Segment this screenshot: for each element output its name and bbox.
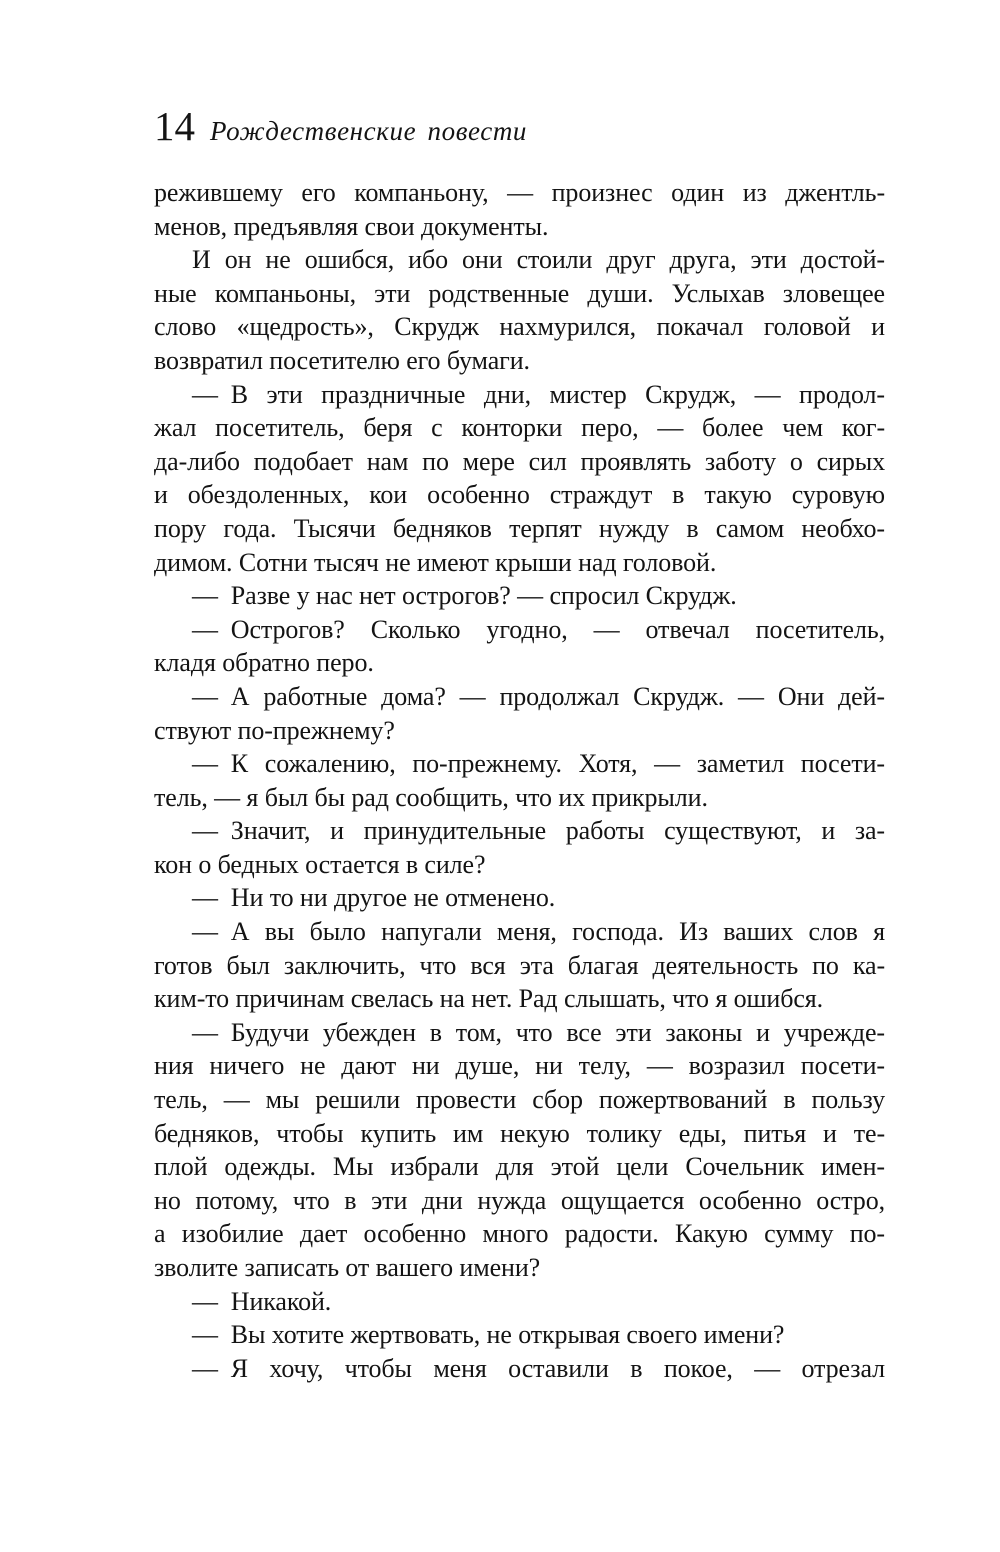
- text-line: — Острогов? Сколько угодно, — отвечал посетитель,: [192, 614, 885, 644]
- text-line: — А работные дома? — продолжал Скрудж. — Они дей-: [192, 681, 885, 711]
- text-line: да-либо подобает нам по мере сил проявлять заботу о сирых: [154, 446, 885, 476]
- text-line: слово «щедрость», Скрудж нахмурился, покачал головой и: [154, 312, 885, 342]
- text-line: пору года. Тысячи бедняков терпят нужду в самом необхо-: [154, 513, 885, 543]
- text-line: И он не ошибся, ибо они стоили друг друга, эти достой-: [192, 245, 885, 275]
- text-line: ные компаньоны, эти родственные души. Услыхав зловещее: [154, 278, 885, 308]
- text-line: — А вы было напугали меня, господа. Из ваших слов я: [192, 917, 885, 947]
- text-line: — Я хочу, чтобы меня оставили в покое, — отрезал: [192, 1353, 885, 1383]
- paragraph: [154, 613, 885, 680]
- text-line: ния ничего не дают ни душе, ни телу, — возразил посети-: [154, 1051, 885, 1081]
- paragraph: [154, 378, 885, 580]
- text-line: ким-то причинам свелась на нет. Рад слышать, что я ошибся.: [154, 984, 824, 1014]
- text-line: — Ни то ни другое не отменено.: [192, 883, 556, 913]
- paragraph: [154, 579, 885, 613]
- text-line: но потому, что в эти дни нужда ощущается особенно остро,: [154, 1185, 885, 1215]
- text-line: и обездоленных, кои особенно страждут в такую суровую: [154, 480, 885, 510]
- paragraph: [154, 881, 885, 915]
- paragraph: [154, 915, 885, 1016]
- text-line: бедняков, чтобы купить им некую толику еды, питья и те-: [154, 1118, 885, 1148]
- text-line: кладя обратно перо.: [154, 648, 374, 678]
- page-number: 14: [154, 103, 195, 149]
- page-header: [154, 103, 528, 156]
- text-line: тель, — я был бы рад сообщить, что их прикрыли.: [154, 782, 708, 812]
- paragraph: [154, 1016, 885, 1285]
- text-line: менов, предъявляя свои документы.: [154, 211, 549, 241]
- text-line: димом. Сотни тысяч не имеют крыши над головой.: [154, 547, 717, 577]
- text-line: ствуют по-прежнему?: [154, 715, 395, 745]
- text-line: кон о бедных остается в силе?: [154, 849, 486, 879]
- text-line: — Разве у нас нет острогов? — спросил Скрудж.: [192, 581, 737, 611]
- text-line: — Никакой.: [192, 1286, 332, 1316]
- text-line: жал посетитель, беря с конторки перо, — более чем ког-: [154, 413, 885, 443]
- text-line: — К сожалению, по-прежнему. Хотя, — заметил посети-: [192, 749, 885, 779]
- text-line: зволите записать от вашего имени?: [154, 1253, 541, 1282]
- text-line: плой одежды. Мы избрали для этой цели Сочельник имен-: [154, 1152, 885, 1182]
- paragraph: [154, 176, 885, 243]
- text-line: тель, — мы решили провести сбор пожертвований в пользу: [154, 1085, 885, 1115]
- text-line: а изобилие дает особенно много радости. Какую сумму по-: [154, 1219, 885, 1249]
- text-line: режившему его компаньону, — произнес один из джентль-: [154, 178, 885, 207]
- running-title: Рождественские повести: [210, 116, 528, 146]
- body-text: [154, 176, 885, 1385]
- text-line: — В эти праздничные дни, мистер Скрудж, — продол-: [192, 379, 885, 409]
- paragraph: [154, 814, 885, 881]
- paragraph: [154, 747, 885, 814]
- text-line: готов был заключить, что вся эта благая деятельность по ка-: [154, 950, 885, 980]
- paragraph: [154, 680, 885, 747]
- text-line: — Значит, и принудительные работы существуют, и за-: [192, 816, 885, 846]
- paragraph: [154, 1352, 885, 1386]
- paragraph: [154, 243, 885, 377]
- text-line: возвратил посетителю его бумаги.: [154, 345, 530, 375]
- text-line: — Вы хотите жертвовать, не открывая своего имени?: [192, 1320, 785, 1350]
- paragraph: [154, 1285, 885, 1319]
- paragraph: [154, 1318, 885, 1352]
- text-line: — Будучи убежден в том, что все эти законы и учрежде-: [192, 1017, 885, 1047]
